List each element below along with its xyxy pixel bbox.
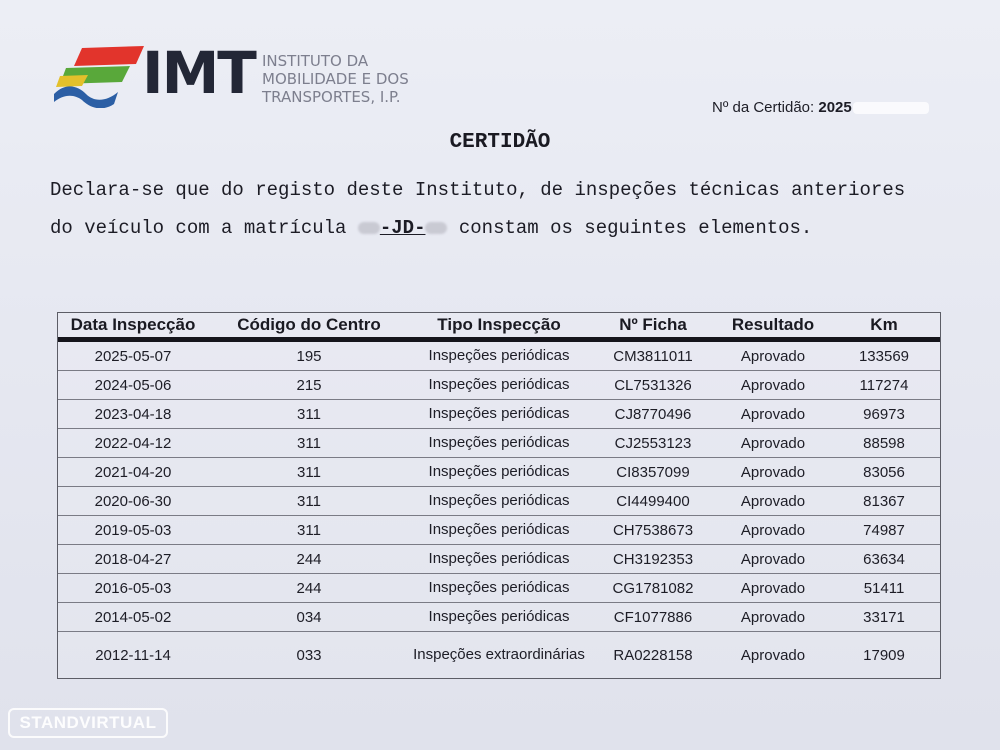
declaration-line-1: Declara-se que do registo deste Instituto, de inspeções técnicas anteriores	[50, 179, 906, 201]
certificate-number	[712, 99, 929, 116]
cell-date: 2025-05-07	[94, 347, 172, 365]
cell-result: Aprovado	[740, 405, 806, 423]
cell-center-code: 311	[297, 434, 321, 452]
column-header: Código do Centro	[237, 315, 381, 334]
cell-inspection-type: Inspeções periódicas	[428, 608, 570, 625]
redaction-mark	[358, 222, 380, 234]
cell-date: 2023-04-18	[94, 405, 172, 423]
column-header: Nº Ficha	[619, 315, 687, 334]
cell-inspection-type: Inspeções extraordinárias	[413, 646, 585, 663]
cell-km: 96973	[863, 405, 905, 423]
table-row	[58, 458, 940, 487]
cell-center-code: 311	[297, 405, 321, 423]
cell-sheet-number: CL7531326	[614, 376, 692, 394]
table-row	[58, 400, 940, 429]
cell-result: Aprovado	[740, 608, 806, 626]
cell-sheet-number: CH7538673	[612, 521, 694, 539]
table-header	[58, 313, 940, 342]
cell-km: 81367	[863, 492, 905, 510]
imt-logo	[52, 39, 255, 110]
cell-inspection-type: Inspeções periódicas	[428, 463, 570, 480]
cell-sheet-number: CG1781082	[612, 579, 694, 597]
cell-result: Aprovado	[740, 463, 806, 481]
cell-km: 63634	[863, 550, 905, 568]
cell-center-code: 034	[296, 608, 322, 626]
watermark: STANDVIRTUAL	[8, 708, 168, 738]
cell-date: 2016-05-03	[94, 579, 172, 597]
cell-inspection-type: Inspeções periódicas	[428, 492, 570, 509]
logo-subtitle-line: INSTITUTO DA	[262, 52, 369, 70]
cell-inspection-type: Inspeções periódicas	[428, 405, 570, 422]
declaration-text: constam os seguintes elementos.	[447, 217, 813, 239]
cell-sheet-number: CF1077886	[613, 608, 693, 626]
cell-result: Aprovado	[740, 521, 806, 539]
cell-result: Aprovado	[740, 434, 806, 452]
column-header: Tipo Inspecção	[437, 315, 561, 334]
cell-center-code: 311	[297, 492, 321, 510]
cell-center-code: 244	[296, 550, 322, 568]
cell-center-code: 215	[296, 376, 322, 394]
cell-center-code: 311	[297, 463, 321, 481]
cell-center-code: 195	[296, 347, 322, 365]
cell-inspection-type: Inspeções periódicas	[428, 579, 570, 596]
cell-result: Aprovado	[740, 347, 806, 365]
cell-km: 17909	[863, 646, 905, 664]
certificate-number-value: 2025	[818, 99, 852, 116]
cell-date: 2022-04-12	[94, 434, 172, 452]
plate-visible-part: -JD-	[379, 217, 426, 239]
table-row	[58, 487, 940, 516]
cell-sheet-number: CJ8770496	[614, 405, 692, 423]
inspections-table	[57, 312, 941, 679]
logo-subtitle-line: TRANSPORTES, I.P.	[262, 88, 401, 106]
cell-center-code: 244	[296, 579, 322, 597]
imt-logo-mark-icon	[52, 42, 144, 108]
cell-result: Aprovado	[740, 492, 806, 510]
cell-sheet-number: CM3811011	[613, 347, 693, 365]
cell-km: 88598	[863, 434, 905, 452]
cell-center-code: 311	[297, 521, 321, 539]
cell-date: 2019-05-03	[94, 521, 172, 539]
cell-sheet-number: CI4499400	[616, 492, 690, 510]
cell-result: Aprovado	[740, 550, 806, 568]
cell-inspection-type: Inspeções periódicas	[428, 550, 570, 567]
cell-inspection-type: Inspeções periódicas	[428, 521, 570, 538]
cell-date: 2012-11-14	[95, 646, 171, 664]
table-body	[58, 342, 940, 678]
cell-date: 2018-04-27	[94, 550, 172, 568]
cell-date: 2024-05-06	[94, 376, 172, 394]
cell-result: Aprovado	[740, 646, 806, 664]
cell-km: 83056	[863, 463, 905, 481]
table-row	[58, 429, 940, 458]
declaration-line-2	[50, 217, 950, 239]
cell-km: 117274	[859, 376, 909, 394]
cell-km: 133569	[858, 347, 910, 365]
column-header: Km	[870, 315, 898, 334]
cell-date: 2021-04-20	[94, 463, 172, 481]
column-header: Data Inspecção	[70, 315, 196, 334]
table-row	[58, 574, 940, 603]
cell-center-code: 033	[296, 646, 322, 664]
cell-date: 2020-06-30	[94, 492, 172, 510]
cell-km: 51411	[863, 579, 905, 597]
column-header: Resultado	[731, 315, 815, 334]
cell-result: Aprovado	[740, 579, 806, 597]
redaction-mark	[853, 102, 929, 114]
cell-inspection-type: Inspeções periódicas	[428, 347, 570, 364]
license-plate	[358, 217, 448, 239]
table-row	[58, 516, 940, 545]
cell-result: Aprovado	[740, 376, 806, 394]
cell-inspection-type: Inspeções periódicas	[428, 376, 570, 393]
cell-km: 74987	[863, 521, 905, 539]
cell-sheet-number: CI8357099	[616, 463, 690, 481]
logo-wordmark: IMT	[142, 39, 255, 107]
logo-subtitle	[262, 52, 409, 106]
cell-sheet-number: CH3192353	[612, 550, 694, 568]
logo-subtitle-line: MOBILIDADE E DOS	[262, 70, 409, 88]
document-title: CERTIDÃO	[449, 131, 551, 154]
cell-date: 2014-05-02	[94, 608, 172, 626]
table-row	[58, 371, 940, 400]
table-row	[58, 632, 940, 678]
table-row	[58, 545, 940, 574]
redaction-mark	[425, 222, 447, 234]
declaration-text: do veículo com a matrícula	[50, 217, 358, 239]
table-row	[58, 342, 940, 371]
certificate-number-label: Nº da Certidão:	[712, 99, 815, 116]
cell-sheet-number: RA0228158	[613, 646, 693, 664]
cell-km: 33171	[863, 608, 905, 626]
table-row	[58, 603, 940, 632]
cell-inspection-type: Inspeções periódicas	[428, 434, 570, 451]
cell-sheet-number: CJ2553123	[614, 434, 692, 452]
